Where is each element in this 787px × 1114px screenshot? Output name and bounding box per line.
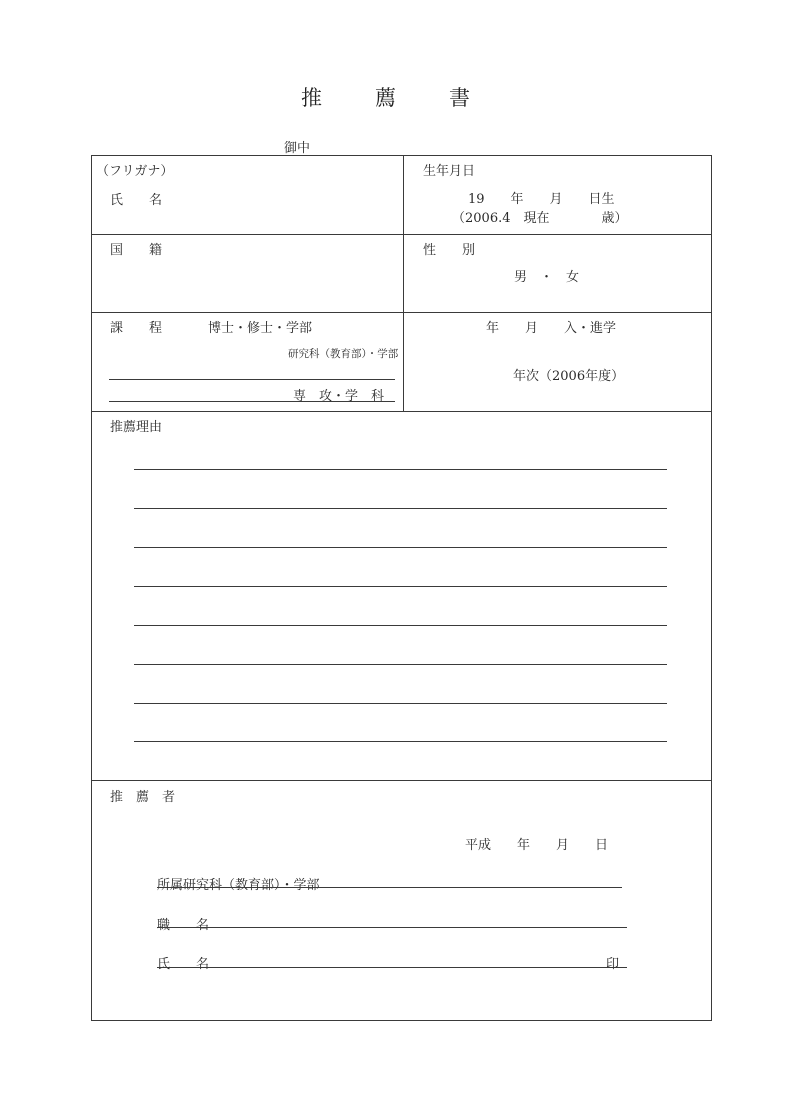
seal-label: 印 [606,957,620,972]
document-title: 推 薦 書 [301,86,486,110]
graduate-school-line [109,379,395,380]
reason-line [134,664,667,665]
reason-line [134,547,667,548]
gender-options[interactable]: 男 ・ 女 [514,270,580,285]
position-label: 職 名 [157,918,210,933]
row-divider-1 [91,234,712,235]
graduate-school-label: 研究科（教育部）・学部 [288,348,399,360]
gender-label: 性 別 [423,243,476,258]
reason-line [134,625,667,626]
date-line: 平成 年 月 日 [465,838,609,853]
major-label: 専 攻・学 科 [293,389,385,404]
furigana-label: （フリガナ） [96,164,174,179]
course-options[interactable]: 博士・修士・学部 [208,321,313,336]
recommender-name-label: 氏 名 [157,957,210,972]
birthdate-line: 19 年 月 日生 [468,192,615,207]
reason-line [134,586,667,587]
reason-line [134,508,667,509]
enroll-line: 年 月 入・進学 [486,321,617,336]
position-line[interactable] [157,927,627,928]
birthdate-label: 生年月日 [423,164,476,179]
affiliation-line[interactable] [157,887,622,888]
age-line: （2006.4 現在 歳） [452,211,628,226]
addressee-suffix: 御中 [284,141,311,156]
reason-line [134,469,667,470]
reason-line [134,741,667,742]
reason-label: 推薦理由 [110,420,163,435]
course-label: 課 程 [110,321,163,336]
recommender-name-line[interactable] [157,967,627,968]
row-divider-2 [91,312,712,313]
reason-field[interactable] [134,440,667,745]
nationality-label: 国 籍 [110,243,163,258]
major-line [109,401,395,402]
recommender-label: 推 薦 者 [110,790,176,805]
affiliation-label: 所属研究科（教育部）・学部 [157,878,320,893]
reason-line [134,703,667,704]
name-field[interactable] [180,180,395,228]
name-label: 氏 名 [110,193,163,208]
row-divider-3 [91,411,712,412]
row-divider-4 [91,780,712,781]
grade-year-line: 年次（2006年度） [513,369,625,384]
nationality-field[interactable] [180,255,395,305]
column-divider [403,155,404,411]
